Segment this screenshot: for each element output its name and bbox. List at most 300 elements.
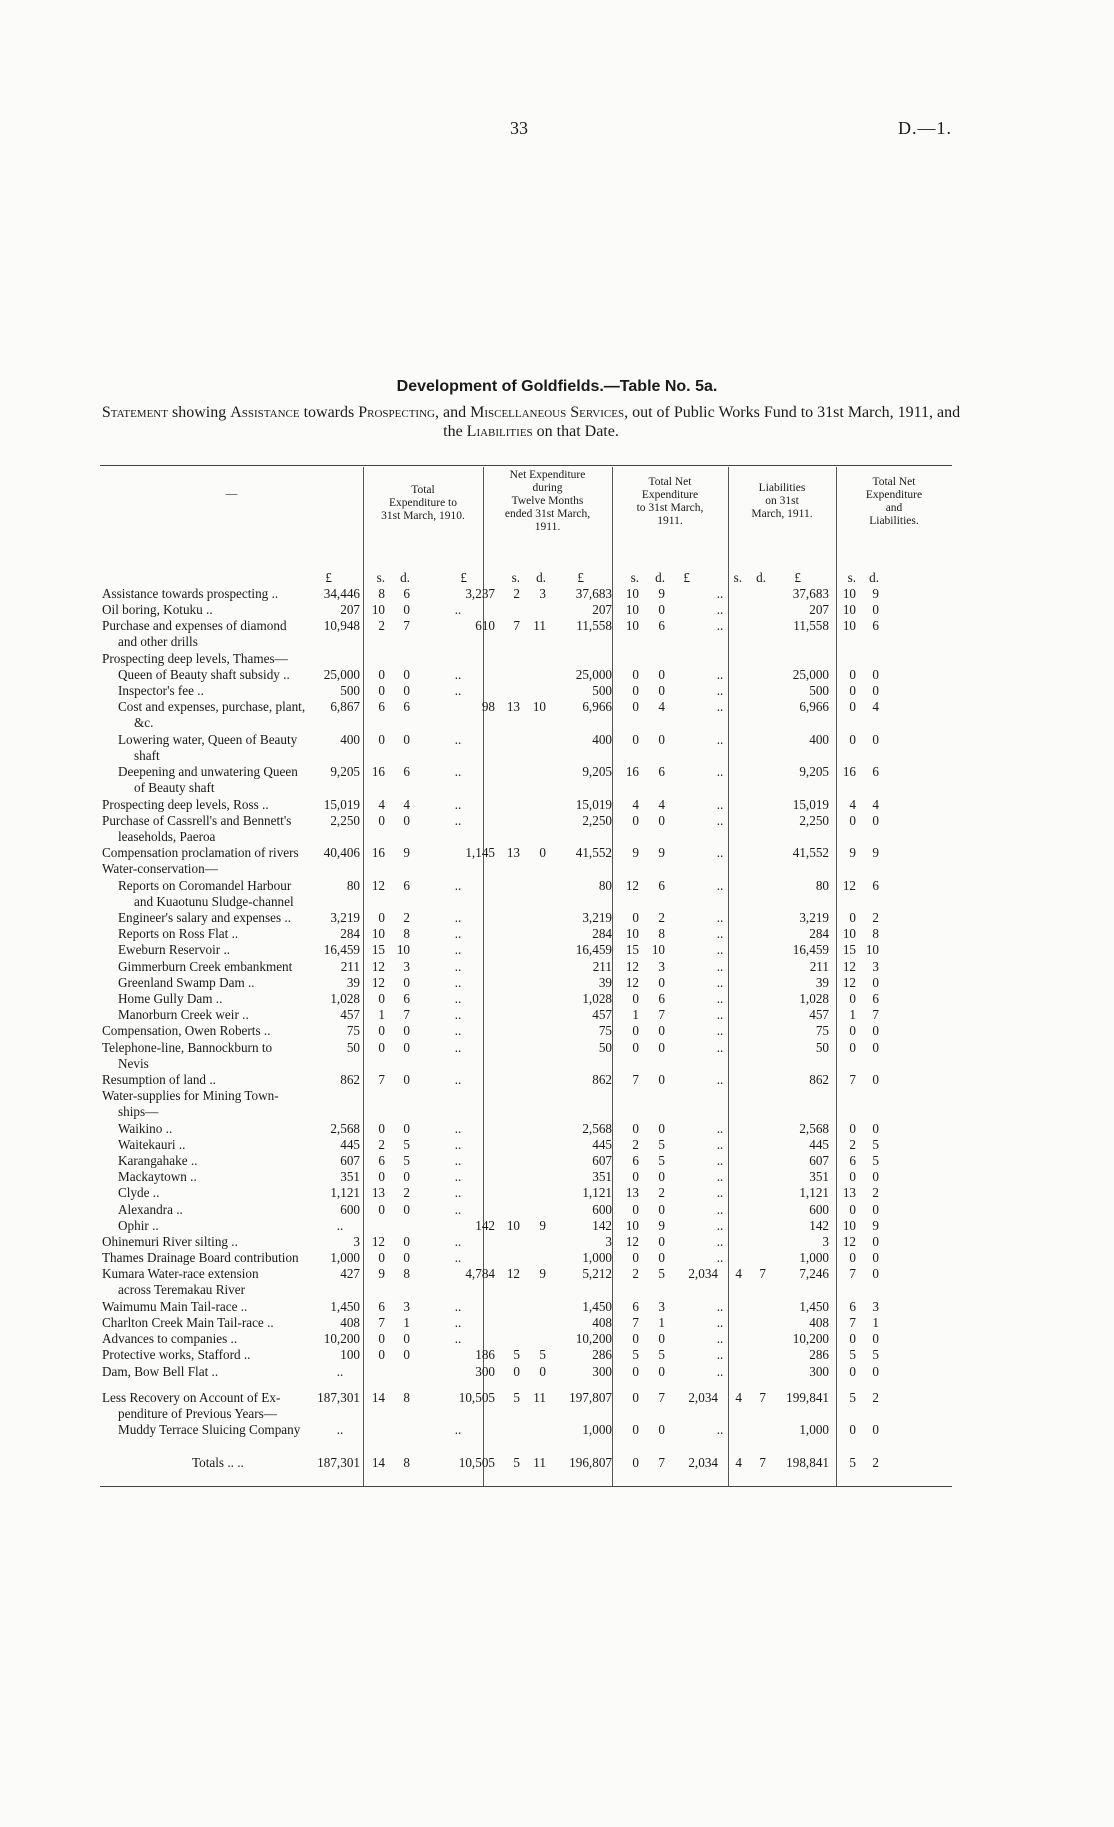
amount-shillings: 14	[371, 1454, 385, 1470]
amount-pounds: 286	[592, 1347, 612, 1363]
amount-pounds: 75	[815, 1023, 829, 1039]
amount-pounds: 11,558	[793, 618, 829, 634]
empty-cell-dots: ..	[454, 1185, 462, 1201]
amount-pounds: 37,683	[575, 586, 612, 601]
unit-pound: £	[325, 570, 332, 585]
amount-shillings: 10	[506, 1217, 520, 1233]
empty-cell-dots: ..	[716, 1315, 724, 1330]
empty-cell-dots: ..	[716, 1120, 724, 1136]
amount-shillings: 5	[632, 1347, 639, 1363]
amount-pence: 7	[658, 1389, 665, 1405]
amount-pounds: 39	[346, 974, 360, 990]
empty-cell-dots: ..	[716, 683, 724, 699]
amount-pounds: 50	[815, 1039, 829, 1055]
empty-cell-dots: ..	[454, 1007, 462, 1023]
amount-pence: 0	[403, 1023, 410, 1039]
amount-pence: 0	[872, 812, 879, 828]
amount-pounds: 286	[809, 1347, 829, 1363]
col-header-net-1911	[483, 469, 612, 534]
amount-pence: 6	[658, 877, 665, 893]
empty-cell-dots: ..	[454, 1039, 462, 1055]
amount-shillings: 6	[849, 1298, 856, 1314]
amount-pence: 4	[872, 796, 879, 812]
amount-pence: 5	[658, 1153, 665, 1168]
amount-shillings: 0	[632, 1201, 639, 1217]
amount-pence: 10	[396, 942, 410, 958]
amount-pence: 0	[403, 1234, 410, 1249]
row-label: Telephone-line, Bannockburn to	[102, 1039, 273, 1055]
amount-shillings: 0	[632, 1250, 639, 1266]
amount-shillings: 0	[849, 991, 856, 1006]
empty-cell-dots: ..	[716, 877, 724, 893]
amount-pence: 5	[872, 1153, 879, 1168]
amount-pence: 2	[872, 1454, 879, 1470]
amount-pounds: 1,000	[582, 1250, 612, 1266]
empty-cell-dots: ..	[454, 958, 462, 974]
amount-shillings: 0	[849, 667, 856, 682]
col-header-line: 1911.	[534, 521, 561, 533]
row-label: Inspector's fee ..	[118, 683, 204, 699]
amount-pence: 0	[658, 1072, 665, 1087]
empty-cell-dots: ..	[716, 764, 724, 780]
amount-pounds: 351	[809, 1169, 829, 1185]
amount-shillings: 16	[842, 764, 856, 780]
amount-pence: 11	[533, 1389, 546, 1405]
amount-shillings: 13	[506, 845, 520, 861]
amount-pence: 2	[658, 1185, 665, 1201]
empty-cell-dots: ..	[336, 1217, 344, 1233]
amount-pence: 9	[403, 845, 410, 861]
amount-pounds: 408	[592, 1315, 612, 1330]
amount-pounds: 300	[475, 1363, 495, 1379]
amount-shillings: 10	[842, 618, 856, 634]
amount-pounds: 351	[592, 1169, 612, 1185]
col-header-line: ended 31st March,	[504, 508, 591, 520]
amount-pence: 4	[658, 699, 665, 715]
amount-pence: 5	[539, 1347, 546, 1363]
amount-pounds: 41,552	[575, 845, 612, 861]
amount-pence: 6	[872, 618, 879, 634]
amount-shillings: 0	[632, 1120, 639, 1136]
amount-pence: 6	[403, 699, 410, 715]
amount-pounds: 2,568	[582, 1120, 612, 1136]
amount-shillings: 7	[849, 1072, 856, 1087]
row-label: Deepening and unwatering Queen	[118, 764, 298, 780]
amount-shillings: 1	[632, 1007, 639, 1023]
amount-pence: 4	[872, 699, 879, 715]
amount-pence: 9	[658, 1217, 665, 1233]
amount-pounds: 100	[340, 1347, 360, 1363]
unit-pence: d.	[655, 570, 665, 585]
empty-cell-dots: ..	[716, 1217, 724, 1233]
amount-pence: 3	[539, 586, 546, 601]
amount-pence: 0	[403, 812, 410, 828]
amount-shillings: 2	[849, 1136, 856, 1152]
amount-pence: 0	[403, 1120, 410, 1136]
amount-pence: 0	[403, 1072, 410, 1087]
amount-shillings: 0	[632, 683, 639, 699]
empty-cell-dots: ..	[454, 1331, 462, 1347]
amount-pence: 1	[403, 1315, 410, 1330]
amount-shillings: 2	[632, 1136, 639, 1152]
amount-pounds: 9,205	[799, 764, 829, 780]
amount-pounds: 207	[340, 602, 360, 618]
page-reference: D.—1.	[898, 118, 952, 138]
amount-pence: 1	[658, 1315, 665, 1330]
amount-pence: 0	[658, 1120, 665, 1136]
amount-pounds: 300	[592, 1363, 612, 1379]
amount-shillings: 12	[371, 974, 385, 990]
amount-pence: 0	[403, 1039, 410, 1055]
amount-shillings: 0	[632, 991, 639, 1006]
amount-shillings: 10	[625, 1217, 639, 1233]
amount-pounds: 25,000	[792, 667, 829, 682]
amount-pence: 0	[658, 1250, 665, 1266]
amount-shillings: 12	[842, 1234, 856, 1249]
amount-pounds: 500	[592, 683, 612, 699]
amount-pounds: 400	[592, 731, 612, 747]
amount-pence: 0	[403, 1169, 410, 1185]
amount-pence: 7	[403, 1007, 410, 1023]
amount-shillings: 0	[849, 1023, 856, 1039]
amount-shillings: 12	[371, 958, 385, 974]
unit-shilling: s.	[511, 570, 520, 585]
amount-shillings: 1	[378, 1007, 385, 1023]
amount-shillings: 0	[849, 1039, 856, 1055]
amount-pounds: 2,568	[330, 1120, 360, 1136]
empty-cell-dots: ..	[716, 974, 724, 990]
amount-pounds: 400	[809, 731, 829, 747]
amount-shillings: 0	[849, 1120, 856, 1136]
amount-shillings: 0	[632, 1023, 639, 1039]
amount-shillings: 15	[371, 942, 385, 958]
amount-pence: 0	[403, 602, 410, 618]
unit-pound: £	[683, 570, 690, 585]
amount-pounds: 2,034	[688, 1266, 718, 1282]
amount-pounds: 2,250	[799, 812, 829, 828]
col-header-line: during	[532, 482, 563, 494]
row-label: Reports on Coromandel Harbour	[118, 877, 292, 893]
row-label: Prospecting deep levels, Thames—	[102, 650, 288, 666]
row-label: Engineer's salary and expenses ..	[118, 910, 292, 925]
amount-shillings: 0	[849, 910, 856, 925]
empty-cell-dots: ..	[716, 602, 724, 618]
amount-shillings: 0	[849, 683, 856, 699]
amount-pounds: 16,459	[792, 942, 829, 958]
table-title: Development of Goldfields.—Table No. 5a.	[396, 378, 718, 395]
amount-shillings: 13	[506, 699, 520, 715]
amount-pounds: 1,000	[799, 1250, 829, 1266]
amount-shillings: 0	[632, 1331, 639, 1347]
amount-shillings: 0	[632, 731, 639, 747]
amount-shillings: 5	[513, 1454, 520, 1470]
amount-shillings: 0	[378, 1331, 385, 1347]
amount-shillings: 10	[842, 926, 856, 942]
amount-pounds: 408	[809, 1315, 829, 1330]
amount-pence: 5	[403, 1153, 410, 1168]
empty-cell-dots: ..	[716, 1250, 724, 1266]
amount-pence: 6	[403, 877, 410, 893]
amount-pence: 0	[872, 1169, 879, 1185]
amount-pounds: 50	[598, 1039, 612, 1055]
amount-pence: 0	[872, 1422, 879, 1438]
amount-pence: 9	[658, 586, 665, 601]
empty-cell-dots: ..	[454, 1315, 462, 1330]
empty-cell-dots: ..	[716, 991, 724, 1006]
amount-shillings: 0	[378, 667, 385, 682]
amount-pence: 7	[658, 1007, 665, 1023]
amount-pence: 0	[658, 1201, 665, 1217]
amount-pounds: 610	[475, 618, 495, 634]
row-label: Home Gully Dam ..	[118, 991, 223, 1006]
amount-pounds: 445	[809, 1136, 829, 1152]
amount-shillings: 0	[849, 699, 856, 715]
amount-pence: 2	[872, 910, 879, 925]
amount-shillings: 5	[849, 1389, 856, 1405]
amount-pounds: 5,212	[582, 1266, 612, 1282]
amount-pounds: 11,558	[576, 618, 612, 634]
amount-pounds: 445	[340, 1136, 360, 1152]
row-label-continued: across Teremakau River	[118, 1282, 245, 1298]
amount-pounds: 211	[340, 958, 360, 974]
amount-pounds: 10,200	[575, 1331, 612, 1347]
unit-pence: d.	[400, 570, 410, 585]
amount-pounds: 40,406	[323, 845, 360, 861]
amount-shillings: 7	[513, 618, 520, 634]
amount-shillings: 0	[849, 1169, 856, 1185]
row-label: Greenland Swamp Dam ..	[118, 974, 255, 990]
amount-pence: 0	[872, 1363, 879, 1379]
amount-pence: 7	[759, 1454, 766, 1470]
amount-pounds: 600	[809, 1201, 829, 1217]
amount-pence: 4	[658, 796, 665, 812]
amount-shillings: 10	[625, 586, 639, 601]
col-header-liabilities	[728, 482, 836, 521]
unit-pence: d.	[536, 570, 546, 585]
col-header-total-net-1911	[612, 476, 728, 528]
row-label: Protective works, Stafford ..	[102, 1347, 251, 1363]
row-label: Karangahake ..	[118, 1153, 198, 1168]
amount-shillings: 12	[371, 1234, 385, 1249]
amount-pence: 9	[872, 586, 879, 601]
amount-shillings: 15	[625, 942, 639, 958]
amount-pounds: 142	[592, 1217, 612, 1233]
amount-pence: 3	[658, 1298, 665, 1314]
amount-pence: 3	[872, 958, 879, 974]
table-subtitle	[98, 403, 964, 441]
row-label: Dam, Bow Bell Flat ..	[102, 1363, 219, 1379]
row-label-continued: and Kuaotunu Sludge-channel	[134, 893, 294, 909]
amount-shillings: 12	[842, 958, 856, 974]
amount-pence: 7	[403, 618, 410, 634]
amount-pence: 5	[403, 1136, 410, 1152]
amount-pounds: 98	[481, 699, 495, 715]
empty-cell-dots: ..	[716, 1331, 724, 1347]
amount-pounds: 607	[340, 1153, 360, 1168]
amount-shillings: 10	[625, 926, 639, 942]
amount-shillings: 9	[849, 845, 856, 861]
table-top-rule	[100, 465, 952, 466]
amount-shillings: 0	[849, 1422, 856, 1438]
amount-shillings: 16	[371, 845, 385, 861]
amount-pence: 5	[658, 1136, 665, 1152]
amount-pounds: 1,450	[799, 1298, 829, 1314]
amount-pence: 0	[403, 1347, 410, 1363]
amount-shillings: 13	[842, 1185, 856, 1201]
amount-shillings: 0	[849, 1201, 856, 1217]
amount-pence: 9	[872, 845, 879, 861]
empty-cell-dots: ..	[716, 618, 724, 634]
amount-shillings: 0	[378, 1169, 385, 1185]
amount-pence: 3	[403, 958, 410, 974]
amount-shillings: 5	[513, 1389, 520, 1405]
col-header-line: Liabilities	[758, 482, 806, 494]
sub-w4: Miscellaneous Services	[470, 404, 625, 421]
empty-cell-dots: ..	[716, 812, 724, 828]
empty-cell-dots: ..	[454, 877, 462, 893]
amount-pence: 6	[403, 764, 410, 780]
amount-pounds: 196,807	[569, 1454, 612, 1470]
amount-shillings: 12	[625, 877, 639, 893]
amount-shillings: 5	[849, 1347, 856, 1363]
empty-cell-dots: ..	[716, 586, 724, 601]
amount-pence: 0	[403, 683, 410, 699]
amount-shillings: 4	[735, 1454, 742, 1470]
amount-pounds: 211	[592, 958, 612, 974]
amount-pounds: 2,250	[582, 812, 612, 828]
amount-pence: 0	[658, 1023, 665, 1039]
row-label-continued: &c.	[134, 715, 154, 731]
row-label-continued: and other drills	[118, 634, 198, 650]
amount-pounds: 7,246	[799, 1266, 829, 1282]
amount-pounds: 1,450	[330, 1298, 360, 1314]
row-label: Purchase of Cassrell's and Bennett's	[102, 812, 292, 828]
amount-shillings: 7	[849, 1315, 856, 1330]
amount-pounds: 3	[353, 1234, 360, 1249]
empty-cell-dots: ..	[454, 1169, 462, 1185]
amount-shillings: 6	[378, 699, 385, 715]
amount-shillings: 6	[378, 1298, 385, 1314]
unit-shilling: s.	[376, 570, 385, 585]
amount-shillings: 0	[632, 910, 639, 925]
col-header-line: Twelve Months	[511, 495, 584, 507]
empty-cell-dots: ..	[716, 1201, 724, 1217]
amount-pounds: 6,966	[799, 699, 829, 715]
amount-pence: 11	[533, 618, 546, 634]
row-label: Eweburn Reservoir ..	[118, 942, 231, 958]
row-label: Clyde ..	[118, 1185, 160, 1201]
amount-pounds: 75	[346, 1023, 360, 1039]
amount-pounds: 2,034	[688, 1389, 718, 1405]
amount-pence: 0	[403, 974, 410, 990]
amount-shillings: 7	[378, 1072, 385, 1087]
amount-shillings: 0	[513, 1363, 520, 1379]
amount-pounds: 10,200	[792, 1331, 829, 1347]
amount-shillings: 6	[849, 1153, 856, 1168]
amount-shillings: 13	[625, 1185, 639, 1201]
amount-pence: 0	[872, 974, 879, 990]
amount-pounds: 862	[809, 1072, 829, 1087]
amount-pounds: 284	[340, 926, 360, 942]
row-label: Advances to companies ..	[102, 1331, 238, 1347]
amount-pence: 7	[759, 1389, 766, 1405]
empty-cell-dots: ..	[716, 796, 724, 812]
amount-pence: 2	[403, 1185, 410, 1201]
row-label: Kumara Water-race extension	[102, 1266, 259, 1282]
row-label: Water-supplies for Mining Town-	[102, 1088, 279, 1104]
amount-pence: 6	[872, 877, 879, 893]
row-label: Water-conservation—	[102, 861, 218, 877]
empty-cell-dots: ..	[716, 926, 724, 942]
amount-pounds: 607	[809, 1153, 829, 1168]
amount-pounds: 457	[340, 1007, 360, 1023]
amount-pence: 0	[658, 1234, 665, 1249]
row-label: Waikino ..	[118, 1120, 173, 1136]
empty-cell-dots: ..	[716, 667, 724, 682]
row-label: Cost and expenses, purchase, plant,	[118, 699, 306, 715]
amount-pence: 0	[658, 1039, 665, 1055]
amount-shillings: 0	[632, 667, 639, 682]
amount-pounds: 2,568	[799, 1120, 829, 1136]
amount-shillings: 0	[632, 1039, 639, 1055]
amount-pence: 1	[872, 1315, 879, 1330]
column-divider	[836, 467, 837, 1486]
column-divider	[612, 467, 613, 1486]
amount-pence: 5	[872, 1347, 879, 1363]
amount-pounds: 1,145	[465, 845, 495, 861]
amount-pounds: 211	[809, 958, 829, 974]
amount-pence: 0	[872, 1120, 879, 1136]
row-label: Purchase and expenses of diamond	[102, 618, 287, 634]
amount-shillings: 7	[378, 1315, 385, 1330]
amount-pounds: 3,237	[465, 586, 495, 601]
amount-shillings: 14	[371, 1389, 385, 1405]
amount-pounds: 400	[340, 731, 360, 747]
amount-pence: 0	[872, 602, 879, 618]
amount-pounds: 207	[592, 602, 612, 618]
unit-pence: d.	[869, 570, 879, 585]
row-label: Resumption of land ..	[102, 1072, 216, 1087]
amount-pence: 9	[658, 845, 665, 861]
empty-cell-dots: ..	[716, 1298, 724, 1314]
amount-shillings: 10	[371, 926, 385, 942]
empty-cell-dots: ..	[454, 1120, 462, 1136]
empty-cell-dots: ..	[454, 1136, 462, 1152]
col-header-line: to 31st March,	[636, 502, 704, 514]
sub-w2: Assistance	[230, 404, 300, 421]
unit-shilling: s.	[733, 570, 742, 585]
row-label: Compensation, Owen Roberts ..	[102, 1023, 271, 1039]
amount-pounds: 39	[598, 974, 612, 990]
amount-shillings: 0	[378, 910, 385, 925]
amount-pence: 0	[658, 1169, 665, 1185]
amount-pence: 0	[872, 1331, 879, 1347]
amount-pounds: 408	[340, 1315, 360, 1330]
amount-shillings: 0	[378, 1120, 385, 1136]
col-header-description: —	[225, 488, 238, 500]
amount-pence: 8	[403, 1454, 410, 1470]
amount-shillings: 6	[632, 1153, 639, 1168]
amount-pounds: 25,000	[323, 667, 360, 682]
empty-cell-dots: ..	[716, 910, 724, 925]
amount-pounds: 427	[340, 1266, 360, 1282]
empty-cell-dots: ..	[454, 1234, 462, 1249]
amount-pounds: 500	[340, 683, 360, 699]
amount-shillings: 10	[625, 602, 639, 618]
amount-shillings: 10	[842, 586, 856, 601]
row-label: Charlton Creek Main Tail-race ..	[102, 1315, 274, 1330]
amount-pounds: 10,200	[323, 1331, 360, 1347]
